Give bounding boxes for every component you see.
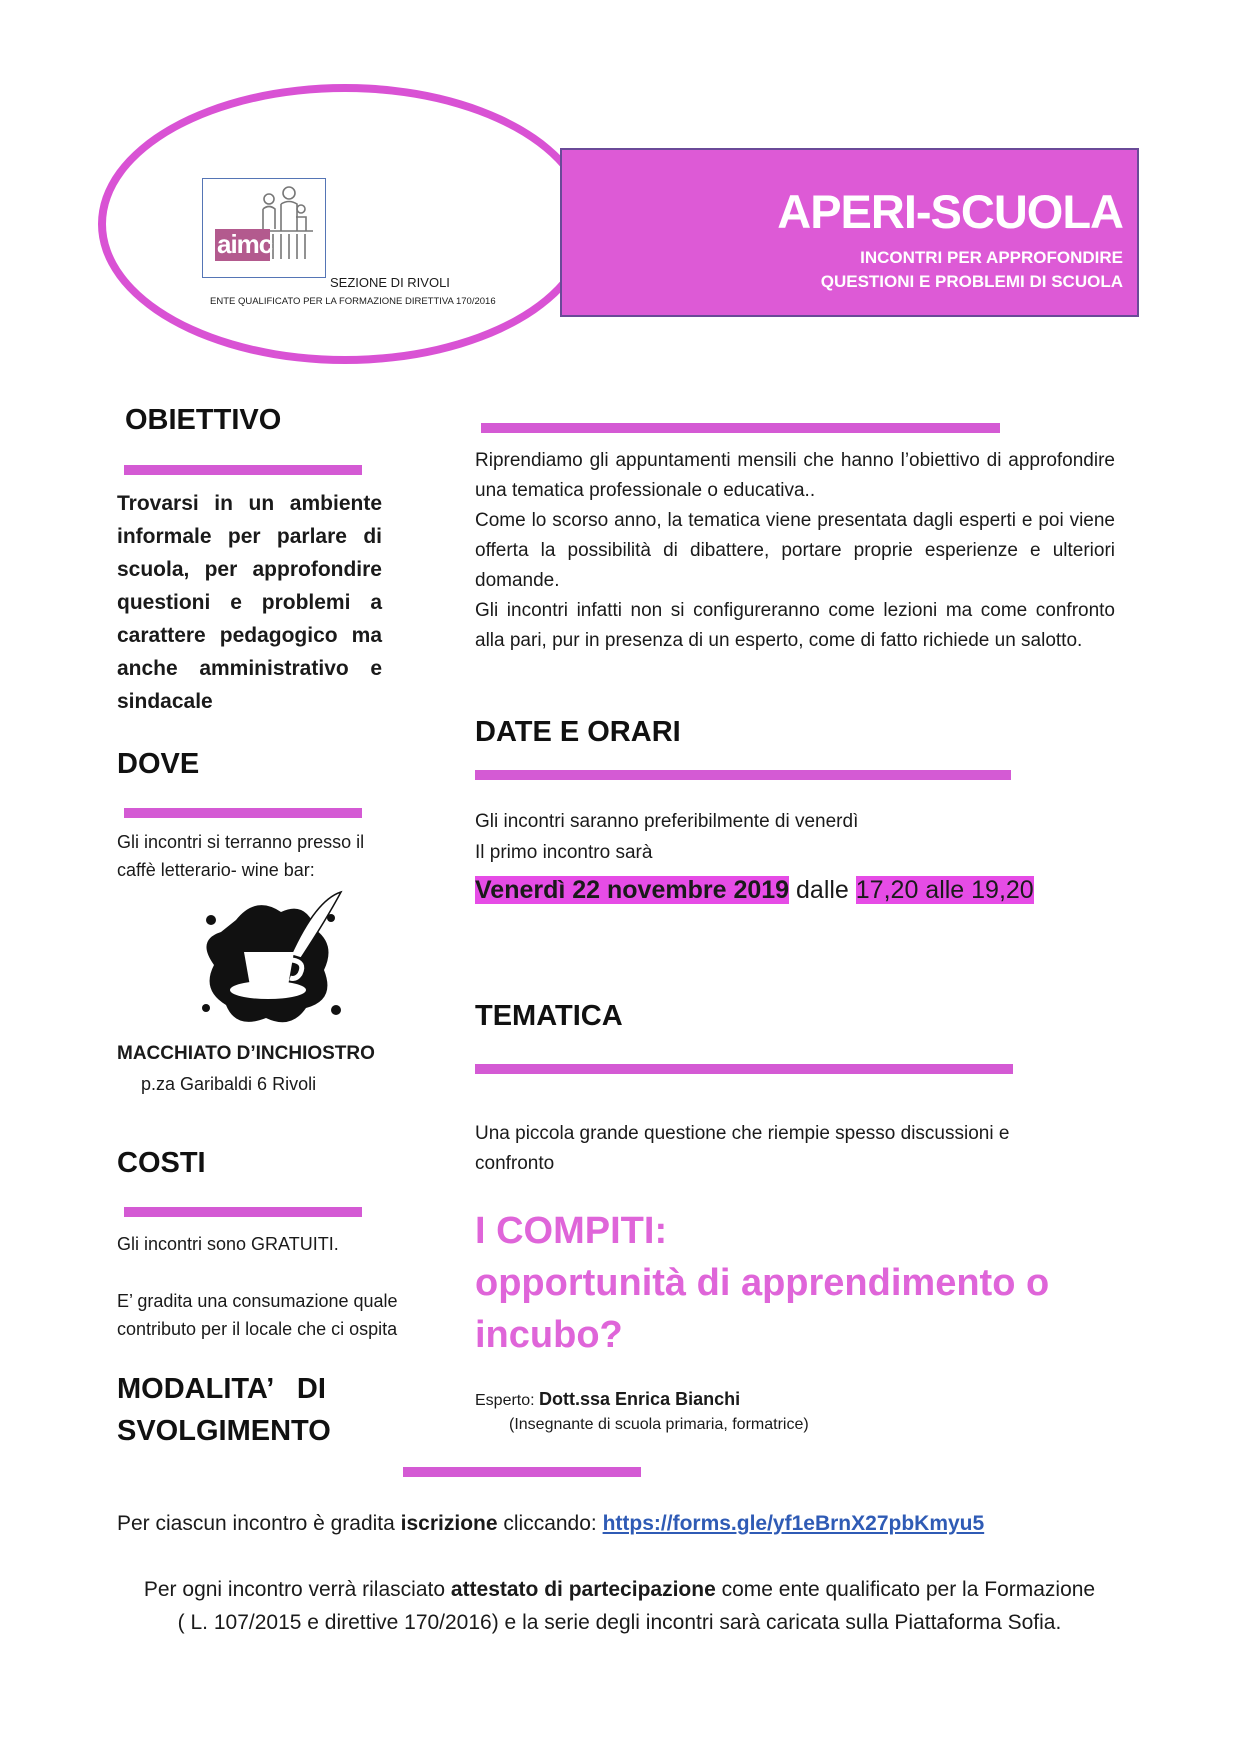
tematica-text <box>475 1119 1009 1179</box>
subtitle-line: QUESTIONI E PROBLEMI DI SCUOLA <box>820 272 1123 291</box>
obiettivo-text: Trovarsi in un ambiente informale per parlare di scuola, per approfondire questioni e problemi a carattere pedagogico ma anche amministrativo e sindacale <box>117 492 382 713</box>
header-oval <box>98 84 592 364</box>
aimc-logo <box>202 178 326 278</box>
section-divider <box>403 1467 641 1477</box>
certificate-text <box>0 1573 1239 1639</box>
sezione-label: SEZIONE DI RIVOLI <box>330 275 450 290</box>
section-divider <box>124 808 362 818</box>
section-divider <box>481 423 1000 433</box>
dalle-text: dalle <box>789 876 856 904</box>
dove-text <box>117 828 364 884</box>
certificate-part: come ente qualificato per la Formazione <box>715 1578 1096 1601</box>
meeting-date: Venerdì 22 novembre 2019 <box>475 876 790 904</box>
topic-title-line: incubo? <box>475 1314 623 1356</box>
logo-text: aimc <box>217 229 273 259</box>
registration-text: Per ciascun incontro è gradita <box>117 1512 401 1535</box>
dove-line: Gli incontri si terranno presso il <box>117 832 365 852</box>
date-orari-heading: DATE E ORARI <box>475 716 681 748</box>
family-icon <box>203 179 324 276</box>
modalita-line: SVOLGIMENTO <box>117 1415 331 1447</box>
page-subtitle <box>821 246 1123 294</box>
dove-line: caffè letterario- wine bar: <box>117 860 315 880</box>
tematica-line: Una piccola grande questione che riempie spesso discussioni e <box>475 1123 1010 1144</box>
costi-line: E’ gradita una consumazione quale <box>117 1291 398 1311</box>
venue-address: p.za Garibaldi 6 Rivoli <box>141 1074 317 1094</box>
costi-line: contributo per il locale che ci ospita <box>117 1319 398 1339</box>
intro-paragraph: Gli incontri infatti non si configureranno come lezioni ma come confronto alla pari, pur in presenza di un esperto, come di fatto richiede un salotto. <box>475 600 1115 651</box>
modalita-line: MODALITA’ DI <box>117 1373 326 1405</box>
costi-heading: COSTI <box>117 1147 206 1179</box>
section-divider <box>124 1207 362 1217</box>
expert-name: Dott.ssa Enrica Bianchi <box>539 1389 741 1409</box>
registration-link[interactable]: https://forms.gle/yf1eBrnX27pbKmyu5 <box>602 1512 985 1535</box>
expert <box>475 1389 740 1410</box>
section-divider <box>475 770 1011 780</box>
first-meeting-date <box>475 876 1034 905</box>
expert-role: (Insegnante di scuola primaria, formatrice) <box>509 1416 809 1433</box>
intro-paragraph: Riprendiamo gli appuntamenti mensili che hanno l’obiettivo di approfondire una tematica professionale o educativa.. <box>475 450 1115 501</box>
tematica-heading: TEMATICA <box>475 1000 623 1032</box>
expert-label: Esperto: <box>475 1392 540 1409</box>
coffee-ink-icon <box>196 890 346 1035</box>
registration-line <box>117 1507 984 1540</box>
ente-label: ENTE QUALIFICATO PER LA FORMAZIONE DIRETTIVA 170/2016 <box>210 296 496 307</box>
registration-bold: iscrizione <box>400 1512 498 1535</box>
costi-free: Gli incontri sono GRATUITI. <box>117 1234 339 1254</box>
certificate-bold: attestato di partecipazione <box>450 1578 716 1601</box>
venue-name: MACCHIATO D’INCHIOSTRO <box>117 1043 375 1064</box>
date-line: Gli incontri saranno preferibilmente di venerdì <box>475 811 859 832</box>
title-banner <box>560 148 1139 317</box>
dove-heading: DOVE <box>117 748 200 780</box>
section-divider <box>475 1064 1013 1074</box>
section-divider <box>124 465 362 475</box>
topic-title-line: I COMPITI: <box>475 1210 668 1252</box>
topic-title <box>475 1205 1135 1361</box>
costi-text <box>117 1287 398 1343</box>
intro-text <box>475 446 1115 656</box>
page-title: APERI-SCUOLA <box>777 185 1123 238</box>
certificate-line <box>0 1573 1239 1606</box>
obiettivo-heading: OBIETTIVO <box>125 404 282 436</box>
intro-paragraph: Come lo scorso anno, la tematica viene presentata dagli esperti e poi viene offerta la possibilità di dibattere, portare proprie esperienze e ulteriori domande. <box>475 510 1115 591</box>
tematica-line: confronto <box>475 1153 555 1174</box>
certificate-line: ( L. 107/2015 e direttive 170/2016) e la serie degli incontri sarà caricata sulla Piattaforma Sofia. <box>177 1611 1062 1634</box>
topic-title-line: opportunità di apprendimento o <box>475 1262 1050 1304</box>
date-text <box>475 806 858 868</box>
meeting-time: 17,20 alle 19,20 <box>855 876 1034 904</box>
modalita-heading <box>117 1368 331 1452</box>
subtitle-line: INCONTRI PER APPROFONDIRE <box>860 248 1123 267</box>
date-line: Il primo incontro sarà <box>475 842 653 863</box>
registration-text: cliccando: <box>497 1512 603 1535</box>
certificate-part: Per ogni incontro verrà rilasciato <box>143 1578 451 1601</box>
